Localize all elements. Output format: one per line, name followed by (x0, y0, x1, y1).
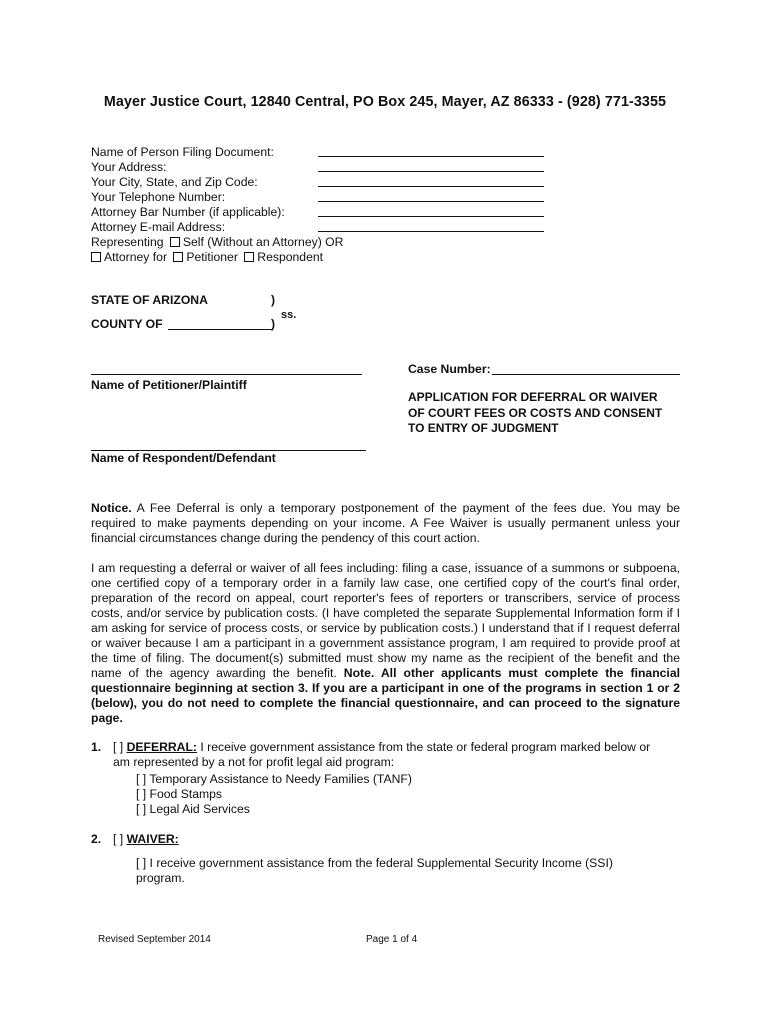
petitioner-checkbox[interactable] (173, 252, 183, 262)
document-title-line-3: TO ENTRY OF JUDGMENT (408, 421, 559, 435)
section-1-deferral (113, 740, 683, 770)
document-title-line-2: OF COURT FEES OR COSTS AND CONSENT (408, 405, 663, 420)
section-1-number: 1. (91, 740, 102, 754)
self-label: Self (Without an Attorney) OR (182, 235, 344, 249)
county-line[interactable] (168, 329, 272, 330)
respondent-checkbox[interactable] (244, 252, 254, 262)
case-number-label: Case Number: (408, 362, 491, 376)
request-note: Note. All other applicants must complete the financial questionnaire beginning at section 3. If you are a participant in one of the programs in section 1 or 2 (below), you do not need to complete the financial questionnaire, and can proceed to the signature page. (91, 666, 680, 725)
deferral-heading: DEFERRAL: (126, 740, 197, 754)
case-number-line[interactable] (492, 374, 680, 375)
waiver-option (136, 856, 613, 886)
filer-address-line[interactable] (318, 171, 544, 172)
deferral-options (136, 772, 412, 817)
attorney-bar-label: Attorney Bar Number (if applicable): (91, 205, 285, 219)
state-label: STATE OF ARIZONA (91, 293, 208, 307)
notice-lead: Notice. (91, 501, 132, 515)
self-checkbox[interactable] (170, 237, 180, 247)
section-2-waiver (113, 832, 179, 846)
venue-paren-top: ) (271, 293, 276, 307)
petitioner-label: Petitioner (186, 250, 238, 264)
filer-name-label: Name of Person Filing Document: (91, 145, 274, 159)
filer-phone-label: Your Telephone Number: (91, 190, 226, 204)
notice-paragraph (91, 501, 680, 546)
filer-city-label: Your City, State, and Zip Code: (91, 175, 258, 189)
venue-paren-bottom: ) (271, 317, 276, 331)
attorney-email-label: Attorney E-mail Address: (91, 220, 226, 234)
page-number: Page 1 of 4 (366, 934, 418, 945)
filer-address-label: Your Address: (91, 160, 167, 174)
representing-label: Representing (91, 235, 164, 249)
attorney-email-line[interactable] (318, 231, 544, 232)
section-2-bracket[interactable]: [ ] (113, 832, 124, 846)
attorney-for-label: Attorney for (104, 250, 167, 264)
notice-text: A Fee Deferral is only a temporary postponement of the payment of the fees due. You may be required to make payments depending on your income. A Fee Waiver is usually permanent unless your financial circumstances change during the pendency of this court action. (91, 501, 680, 545)
revised-date: Revised September 2014 (98, 934, 211, 945)
option-legal-aid[interactable]: [ ] Legal Aid Services (136, 802, 250, 816)
option-food-stamps[interactable]: [ ] Food Stamps (136, 787, 223, 801)
document-title (408, 390, 662, 437)
option-ssi-cont: program. (136, 871, 185, 885)
document-title-line-1: APPLICATION FOR DEFERRAL OR WAIVER (408, 390, 658, 404)
option-ssi[interactable]: [ ] I receive government assistance from the federal Supplemental Security Income (SSI) (136, 856, 613, 870)
request-text: I am requesting a deferral or waiver of all fees including: filing a case, issuance of a summons or subpoena, one certified copy of a temporary order in a family law case, one certified copy of the court's final order, preparation of the record on appeal, court reporter's fees of reporters or transcribers, service of process costs, and/or service by publication costs. (I have completed the separate Supplemental Information form if I am asking for service of process costs, or service by publication costs.) I understand that if I request deferral or waiver because I am a participant in a government assistance program, I am required to provide proof at the time of filing. The document(s) submitted must show my name as the recipient of the benefit and the name of the agency awarding the benefit. (91, 561, 680, 680)
representing-row (91, 235, 343, 250)
option-tanf[interactable]: [ ] Temporary Assistance to Needy Families (TANF) (136, 772, 412, 786)
court-header: Mayer Justice Court, 12840 Central, PO Box 245, Mayer, AZ 86333 - (928) 771-3355 (103, 94, 667, 110)
section-2-number: 2. (91, 832, 102, 846)
waiver-heading: WAIVER: (126, 832, 179, 846)
filer-name-line[interactable] (318, 156, 544, 157)
attorney-for-row (91, 250, 343, 265)
filer-city-line[interactable] (318, 186, 544, 187)
respondent-caption-label: Name of Respondent/Defendant (91, 451, 276, 465)
ss-label: ss. (281, 309, 297, 321)
respondent-label: Respondent (257, 250, 324, 264)
section-1-bracket[interactable]: [ ] (113, 740, 124, 754)
filer-info-block (91, 145, 343, 265)
petitioner-caption-label: Name of Petitioner/Plaintiff (91, 378, 247, 392)
filer-phone-line[interactable] (318, 201, 544, 202)
petitioner-line[interactable] (91, 374, 362, 375)
deferral-text: I receive government assistance from the state or federal program marked below or (196, 740, 651, 754)
deferral-text-2: am represented by a not for profit legal aid program: (113, 755, 395, 769)
attorney-for-checkbox[interactable] (91, 252, 101, 262)
attorney-bar-line[interactable] (318, 216, 544, 217)
request-paragraph (91, 561, 680, 726)
county-label: COUNTY OF (91, 317, 163, 331)
